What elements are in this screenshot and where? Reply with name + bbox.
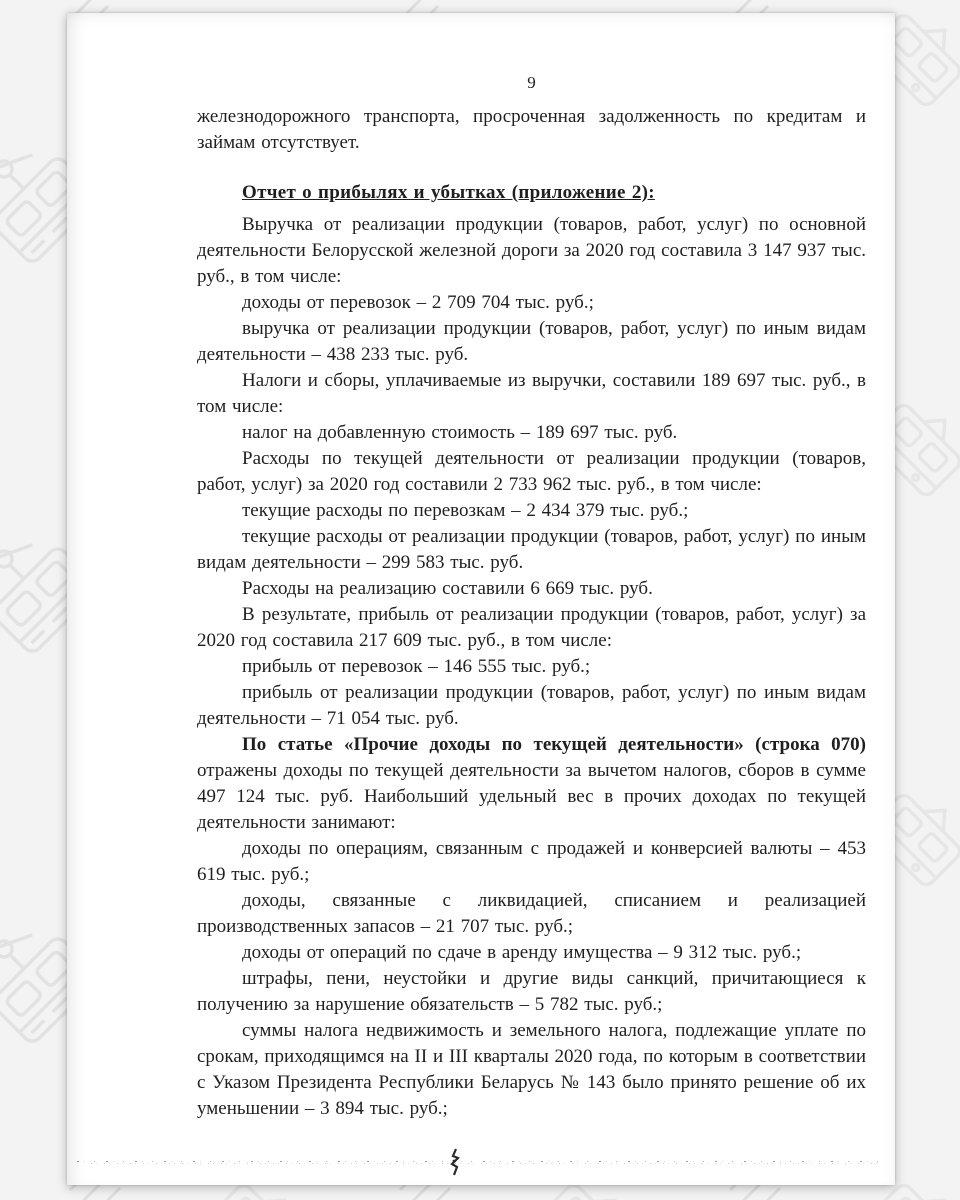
paragraph: доходы от перевозок – 2 709 704 тыс. руб.;: [242, 292, 594, 313]
document-page: [67, 13, 895, 1185]
paragraph: налог на добавленную стоимость – 189 697 тыс. руб.: [242, 422, 678, 443]
paragraph: доходы, связанные с ликвидацией, списанием и реализацией производственных запасов – 21 707 тыс. руб.;: [197, 890, 866, 937]
paragraph-lead: По статье «Прочие доходы по текущей деятельности» (строка 070): [242, 734, 866, 755]
paragraph: прибыль от реализации продукции (товаров, работ, услуг) по иным видам деятельности – 71 054 тыс. руб.: [197, 682, 866, 729]
paragraph: Выручка от реализации продукции (товаров, работ, услуг) по основной деятельности Белорусской железной дороги за 2020 год составила 3 147 937 тыс. руб., в том числе:: [197, 214, 866, 287]
paragraph: Расходы на реализацию составили 6 669 тыс. руб.: [242, 578, 653, 599]
paragraph: текущие расходы по перевозкам – 2 434 379 тыс. руб.;: [242, 500, 689, 521]
paragraph: железнодорожного транспорта, просроченная задолженность по кредитам и займам отсутствует.: [197, 106, 866, 153]
paragraph: текущие расходы от реализации продукции (товаров, работ, услуг) по иным видам деятельности – 299 583 тыс. руб.: [197, 526, 866, 573]
paragraph: В результате, прибыль от реализации продукции (товаров, работ, услуг) за 2020 год составила 217 609 тыс. руб., в том числе:: [197, 604, 866, 651]
paragraph: суммы налога недвижимость и земельного налога, подлежащие уплате по срокам, приходящимся на II и III кварталы 2020 года, по которым в соответствии с Указом Президента Республики Беларусь № 143 было принято решение об их уменьшении – 3 894 тыс. руб.;: [197, 1020, 866, 1119]
section-heading: Отчет о прибылях и убытках (приложение 2):: [242, 182, 655, 203]
document-body: [197, 104, 866, 1122]
paragraph: прибыль от перевозок – 146 555 тыс. руб.;: [242, 656, 591, 677]
scan-noise-band: [77, 1159, 883, 1167]
page-number: 9: [527, 73, 536, 92]
paragraph: Налоги и сборы, уплачиваемые из выручки, составили 189 697 тыс. руб., в том числе:: [197, 370, 866, 417]
paragraph: доходы от операций по сдаче в аренду имущества – 9 312 тыс. руб.;: [242, 942, 802, 963]
paragraph: выручка от реализации продукции (товаров, работ, услуг) по иным видам деятельности – 438 233 тыс. руб.: [197, 318, 866, 365]
paragraph-text: отражены доходы по текущей деятельности за вычетом налогов, сборов в сумме 497 124 тыс. руб. Наибольший удельный вес в прочих доходах по текущей деятельности занимают:: [197, 760, 866, 833]
paragraph: [197, 732, 866, 836]
paragraph: штрафы, пени, неустойки и другие виды санкций, причитающиеся к получению за нарушение обязательств – 5 782 тыс. руб.;: [197, 968, 866, 1015]
paragraph: доходы по операциям, связанным с продажей и конверсией валюты – 453 619 тыс. руб.;: [197, 838, 866, 885]
ink-mark: [448, 1148, 462, 1176]
paragraph: Расходы по текущей деятельности от реализации продукции (товаров, работ, услуг) за 2020 год составили 2 733 962 тыс. руб., в том числе:: [197, 448, 866, 495]
